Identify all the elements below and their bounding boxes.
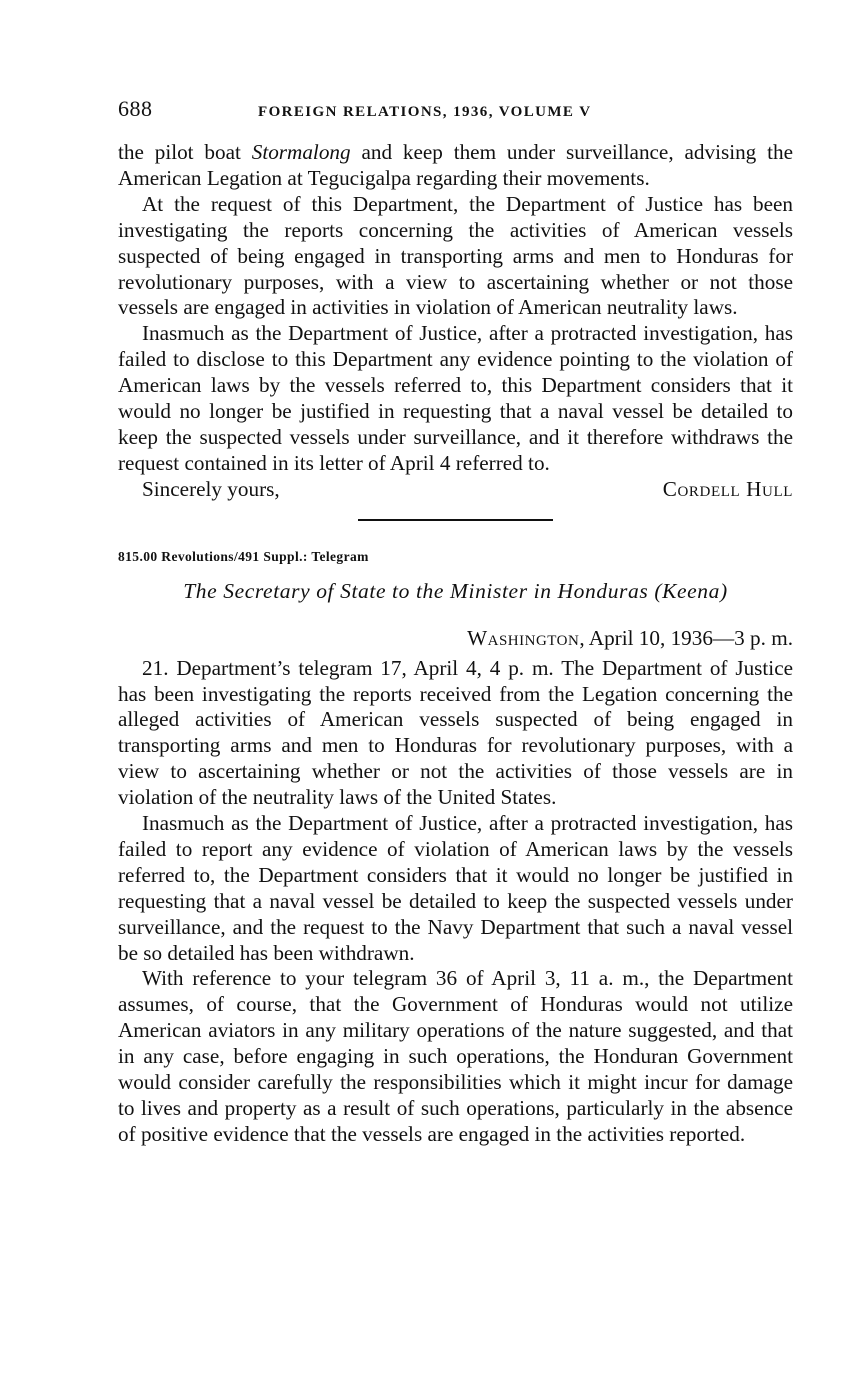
page-number: 688 [118, 96, 153, 121]
section-divider [358, 519, 553, 521]
complimentary-close: Sincerely yours, [142, 476, 280, 501]
letter-paragraph-1-start: the pilot boat [118, 140, 252, 164]
document-title: The Secretary of State to the Minister in Honduras (Keena) [183, 578, 728, 603]
file-reference: 815.00 Revolutions/491 Suppl.: Telegram [118, 548, 369, 564]
letter-closing [118, 477, 793, 503]
telegram-paragraph-1: 21. Department’s telegram 17, April 4, 4 p. m. The Department of Justice has been investigating the reports received from the Legation concerning the alleged activities of American vessels suspected of being engaged in transporting arms and men to Honduras for revolutionary purposes, with a view to ascertaining whether or not the activities of those vessels are in violation of the neutrality laws of the United States. [118, 655, 793, 810]
dateline-date: , April 10, 1936—3 p. m. [579, 625, 793, 650]
dateline [118, 626, 793, 652]
page-header [118, 96, 793, 126]
letter-paragraph-1-end: and keep them under surveillance, advising the American Legation at Tegucigalpa regarding their movements. [118, 140, 793, 190]
telegram-paragraph-2: Inasmuch as the Department of Justice, after a protracted investigation, has failed to report any evidence of violation of American laws by the vessels referred to, the Department considers that it would no longer be justified in requesting that a naval vessel be detailed to keep the suspected vessels under surveillance, and the request to the Navy Department that such a naval vessel be so detailed has been withdrawn. [118, 811, 793, 965]
vessel-name: Stormalong [251, 140, 351, 164]
signature: Cordell Hull [662, 476, 793, 501]
telegram-paragraph-3: With reference to your telegram 36 of April 3, 11 a. m., the Department assumes, of course, that the Government of Honduras would not utilize American aviators in any military operations of the nature suggested, and that in any case, before engaging in such operations, the Honduran Government would consider carefully the responsibilities which it might incur for damage to lives and property as a result of such operations, particularly in the absence of positive evidence that the vessels are engaged in the activities reported. [118, 966, 793, 1146]
letter-paragraph-1 [118, 140, 793, 192]
letter-paragraph-2: At the request of this Department, the Department of Justice has been investigating the reports concerning the activities of American vessels suspected of being engaged in transporting arms and men to Honduras for revolutionary purposes, with a view to ascertaining whether or not those vessels are engaged in activities in violation of American neutrality laws. [118, 191, 793, 320]
letter-paragraph-3: Inasmuch as the Department of Justice, after a protracted investigation, has failed to disclose to this Department any evidence pointing to the violation of American laws by the vessels referred to, this Department considers that it would no longer be justified in requesting that a naval vessel be detailed to keep the suspected vessels under surveillance, and it therefore withdraws the request contained in its letter of April 4 referred to. [118, 321, 793, 475]
dateline-place: Washington [467, 625, 580, 650]
running-head: FOREIGN RELATIONS, 1936, VOLUME V [258, 104, 592, 120]
document-page [118, 96, 793, 1148]
